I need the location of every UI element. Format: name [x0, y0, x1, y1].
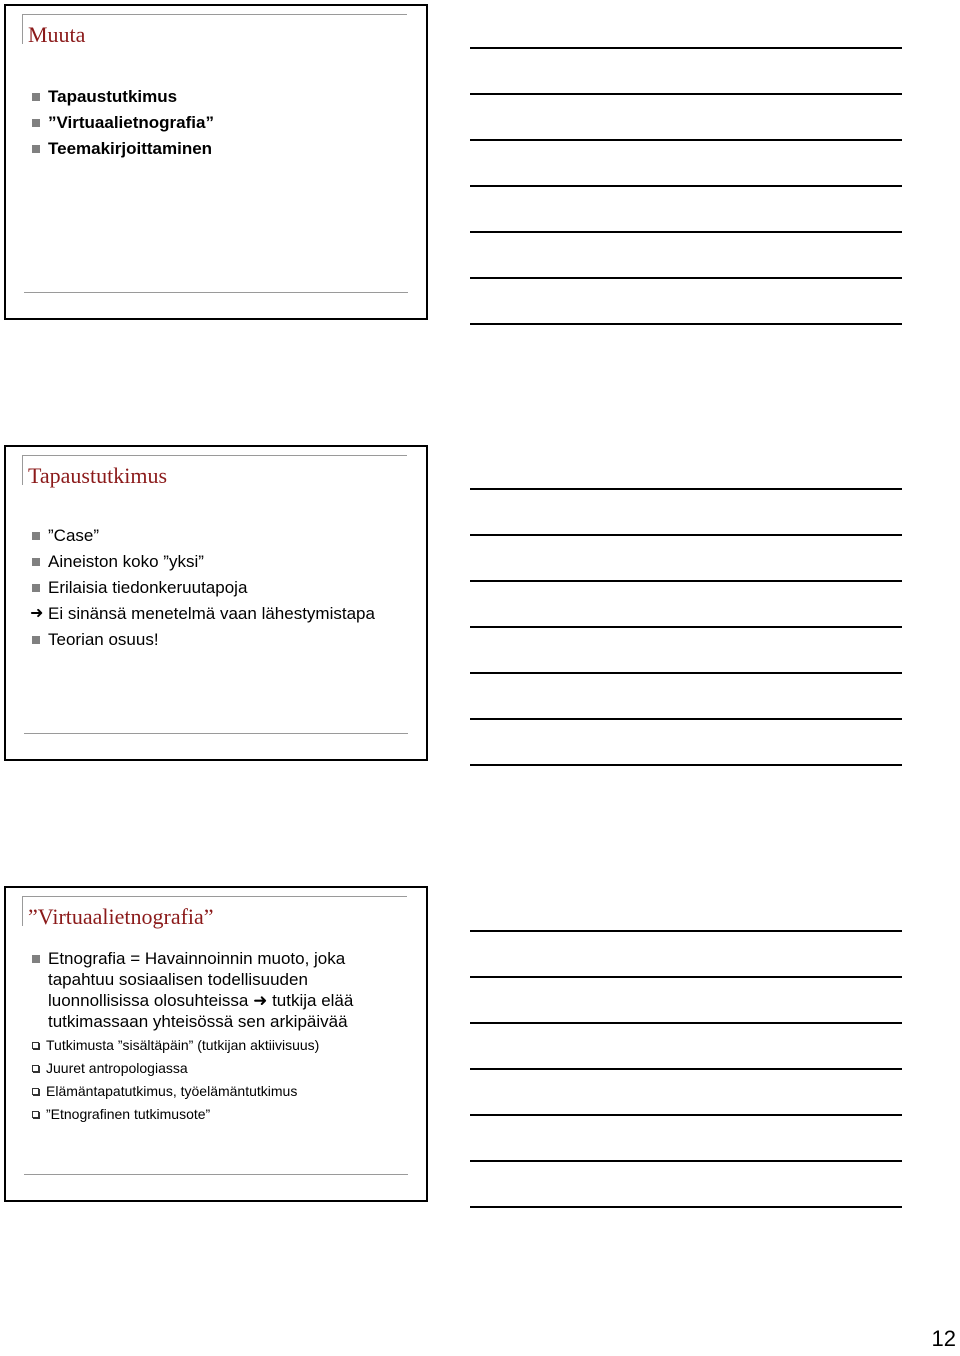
checkbox-bullet-icon — [32, 1088, 39, 1095]
checkbox-bullet-icon — [32, 1042, 39, 1049]
slide-1 — [4, 4, 428, 320]
note-line — [470, 231, 902, 233]
list-item: Erilaisia tiedonkeruutapoja — [30, 575, 412, 601]
arrow-right-icon: ➜ — [253, 991, 268, 1010]
note-line — [470, 1160, 902, 1162]
square-bullet-icon — [32, 955, 40, 963]
list-item: Aineiston koko ”yksi” — [30, 549, 412, 575]
note-line — [470, 672, 902, 674]
note-line — [470, 139, 902, 141]
slide-footer-rule — [24, 292, 408, 293]
note-line — [470, 718, 902, 720]
sub-list-item: Juuret antropologiassa — [30, 1057, 412, 1080]
slide-footer-rule — [24, 1174, 408, 1175]
slide-title: ”Virtuaalietnografia” — [28, 904, 214, 929]
sub-list-item: Tutkimusta ”sisältäpäin” (tutkijan aktiivisuus) — [30, 1034, 412, 1057]
note-line — [470, 580, 902, 582]
note-line — [470, 488, 902, 490]
note-line — [470, 185, 902, 187]
square-bullet-icon — [32, 584, 40, 592]
checkbox-bullet-icon — [32, 1111, 39, 1118]
slide-title: Tapaustutkimus — [28, 463, 168, 488]
page-number: 12 — [931, 1326, 956, 1351]
slide-footer-rule — [24, 733, 408, 734]
list-item: Etnografia = Havainnoinnin muoto, joka tapahtuu sosiaalisen todellisuuden luonnollisissa olosuhteissa ➜ tutkija elää tutkimassaan yhteisössä sen arkipäivää — [30, 948, 412, 1032]
square-bullet-icon — [32, 558, 40, 566]
arrow-right-icon: ➜ — [30, 605, 44, 622]
note-line — [470, 1206, 902, 1208]
slide-2 — [4, 445, 428, 761]
list-item: ➜ Ei sinänsä menetelmä vaan lähestymistapa — [30, 601, 412, 627]
note-line — [470, 626, 902, 628]
checkbox-bullet-icon — [32, 1065, 39, 1072]
square-bullet-icon — [32, 145, 40, 153]
square-bullet-icon — [32, 636, 40, 644]
list-item: Tapaustutkimus — [30, 84, 412, 110]
note-line — [470, 1022, 902, 1024]
note-line — [470, 93, 902, 95]
list-item: Teorian osuus! — [30, 627, 412, 653]
square-bullet-icon — [32, 532, 40, 540]
notes-lines-1 — [470, 47, 902, 369]
note-line — [470, 1068, 902, 1070]
notes-lines-3 — [470, 930, 902, 1252]
slide-title: Muuta — [28, 22, 86, 47]
note-line — [470, 534, 902, 536]
slide-bullet-list — [30, 523, 412, 653]
note-line — [470, 277, 902, 279]
square-bullet-icon — [32, 93, 40, 101]
note-line — [470, 764, 902, 766]
note-line — [470, 47, 902, 49]
notes-lines-2 — [470, 488, 902, 810]
square-bullet-icon — [32, 119, 40, 127]
note-line — [470, 976, 902, 978]
sub-list-item: Elämäntapatutkimus, työelämäntutkimus — [30, 1080, 412, 1103]
slide-bullet-list — [30, 84, 412, 162]
slide-3 — [4, 886, 428, 1202]
list-item: Teemakirjoittaminen — [30, 136, 412, 162]
note-line — [470, 930, 902, 932]
list-item: ”Virtuaalietnografia” — [30, 110, 412, 136]
note-line — [470, 323, 902, 325]
list-item: ”Case” — [30, 523, 412, 549]
sub-list-item: ”Etnografinen tutkimusote” — [30, 1103, 412, 1126]
slide-bullet-list — [30, 948, 412, 1126]
note-line — [470, 1114, 902, 1116]
